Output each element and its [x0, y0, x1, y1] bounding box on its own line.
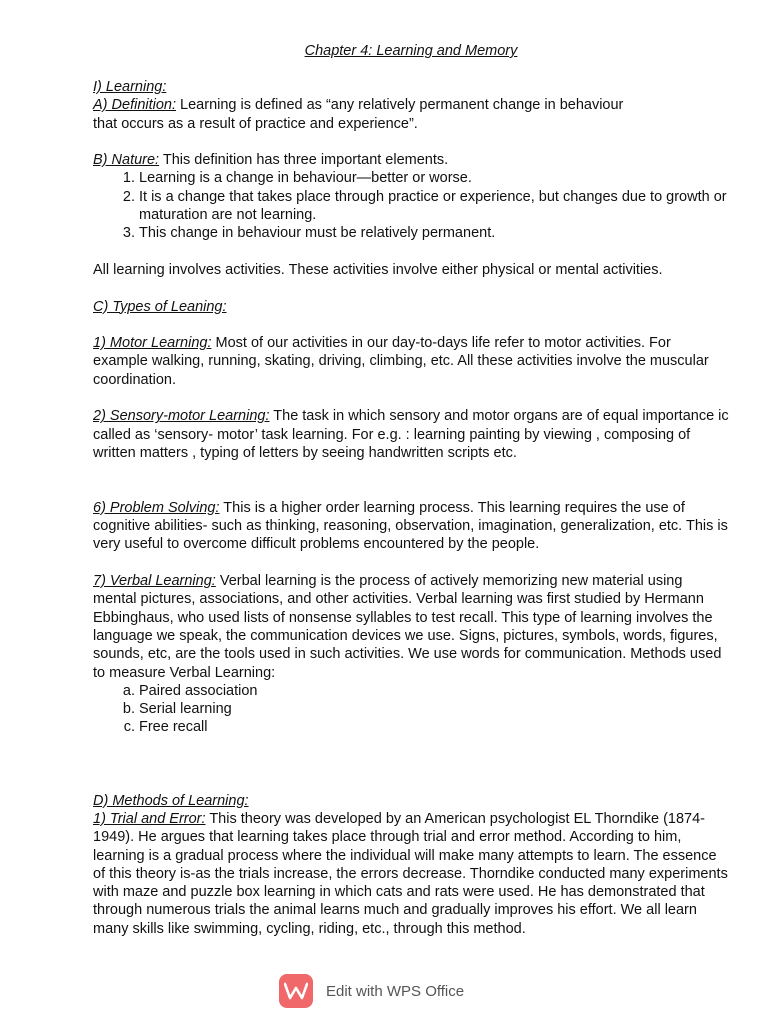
page-title: Chapter 4: Learning and Memory	[304, 43, 518, 59]
trial-error-label: 1) Trial and Error:	[93, 810, 206, 827]
list-item: b. Serial learning	[139, 700, 729, 718]
verbal-methods-list	[93, 682, 729, 737]
list-item: c. Free recall	[139, 718, 729, 736]
problem-solving-paragraph	[93, 499, 729, 554]
definition-text-continued: that occurs as a result of practice and experience”.	[93, 115, 418, 132]
motor-learning-text: Most of our activities in our day-to-days life refer to motor activities. For example walking, running, skating, driving, climbing, etc. All these activities involve the muscular coordination.	[93, 335, 709, 388]
verbal-learning-text: Verbal learning is the process of actively memorizing new material using mental pictures, associations, and other activities. Verbal learning was first studied by Hermann Ebbinghaus, who used lists of nonsense syllables to test recall. This type of learning involves the language we speak, the communication devices we use. Signs, pictures, symbols, words, figures, sounds, etc, are the tools used in such activities. We use words for communication. Methods used to measure Verbal Learning:	[93, 573, 722, 681]
wps-logo-icon[interactable]	[279, 974, 313, 1008]
motor-learning-label: 1) Motor Learning:	[93, 335, 212, 352]
problem-solving-text: This is a higher order learning process. This learning requires the use of cognitive abilities- such as thinking, reasoning, observation, imagination, generalization, etc. This is very useful to overcome difficult problems encountered by the people.	[93, 499, 728, 553]
activities-paragraph: All learning involves activities. These activities involve either physical or mental activities.	[93, 261, 663, 278]
nature-paragraph	[93, 151, 729, 169]
definition-label: A) Definition:	[93, 97, 177, 114]
motor-learning-paragraph	[93, 334, 729, 389]
definition-text: Learning is defined as “any relatively permanent change in behaviour	[176, 97, 624, 114]
trial-error-text: This theory was developed by an American psychologist EL Thorndike (1874-1949). He argues that learning takes place through trial and error method. According to him, learning is a gradual process where the individual will make many attempts to learn. The essence of this theory is-as the trials increase, the errors decrease. Thorndike conducted many experiments with maze and puzzle box learning in which cats and rats were used. He has demonstrated that through numerous trials the animal learns much and gradually improves his effort. We all learn many skills like swimming, cycling, riding, etc., through this method.	[93, 810, 728, 937]
verbal-learning-label: 7) Verbal Learning:	[93, 573, 216, 590]
section-heading-learning: I) Learning:	[93, 79, 167, 95]
list-item: a. Paired association	[139, 682, 729, 700]
verbal-learning-paragraph	[93, 572, 729, 682]
nature-label: B) Nature:	[93, 152, 160, 169]
problem-solving-label: 6) Problem Solving:	[93, 499, 220, 516]
sensory-motor-paragraph	[93, 407, 729, 462]
list-item: 2. It is a change that takes place through practice or experience, but changes due to growth or maturation are not learning.	[139, 188, 729, 225]
sensory-motor-label: 2) Sensory-motor Learning:	[93, 408, 270, 425]
list-item: 3. This change in behaviour must be relatively permanent.	[139, 224, 729, 242]
document-page	[93, 42, 729, 938]
wps-edit-banner[interactable]	[279, 974, 464, 1008]
nature-list	[93, 169, 729, 242]
trial-error-paragraph	[93, 810, 729, 938]
types-heading: C) Types of Leaning:	[93, 298, 227, 315]
wps-w-glyph	[284, 982, 308, 1000]
methods-heading: D) Methods of Learning:	[93, 792, 249, 809]
definition-paragraph	[93, 96, 729, 114]
nature-text: This definition has three important elements.	[159, 152, 449, 169]
wps-edit-label[interactable]: Edit with WPS Office	[326, 982, 465, 1000]
list-item: 1. Learning is a change in behaviour—better or worse.	[139, 169, 729, 187]
sensory-motor-text: The task in which sensory and motor organs are of equal importance ic called as ‘sensory- motor’ task learning. For e.g. : learning painting by viewing , composing of written matters , typing of letters by seeing handwritten scripts etc.	[93, 408, 729, 461]
